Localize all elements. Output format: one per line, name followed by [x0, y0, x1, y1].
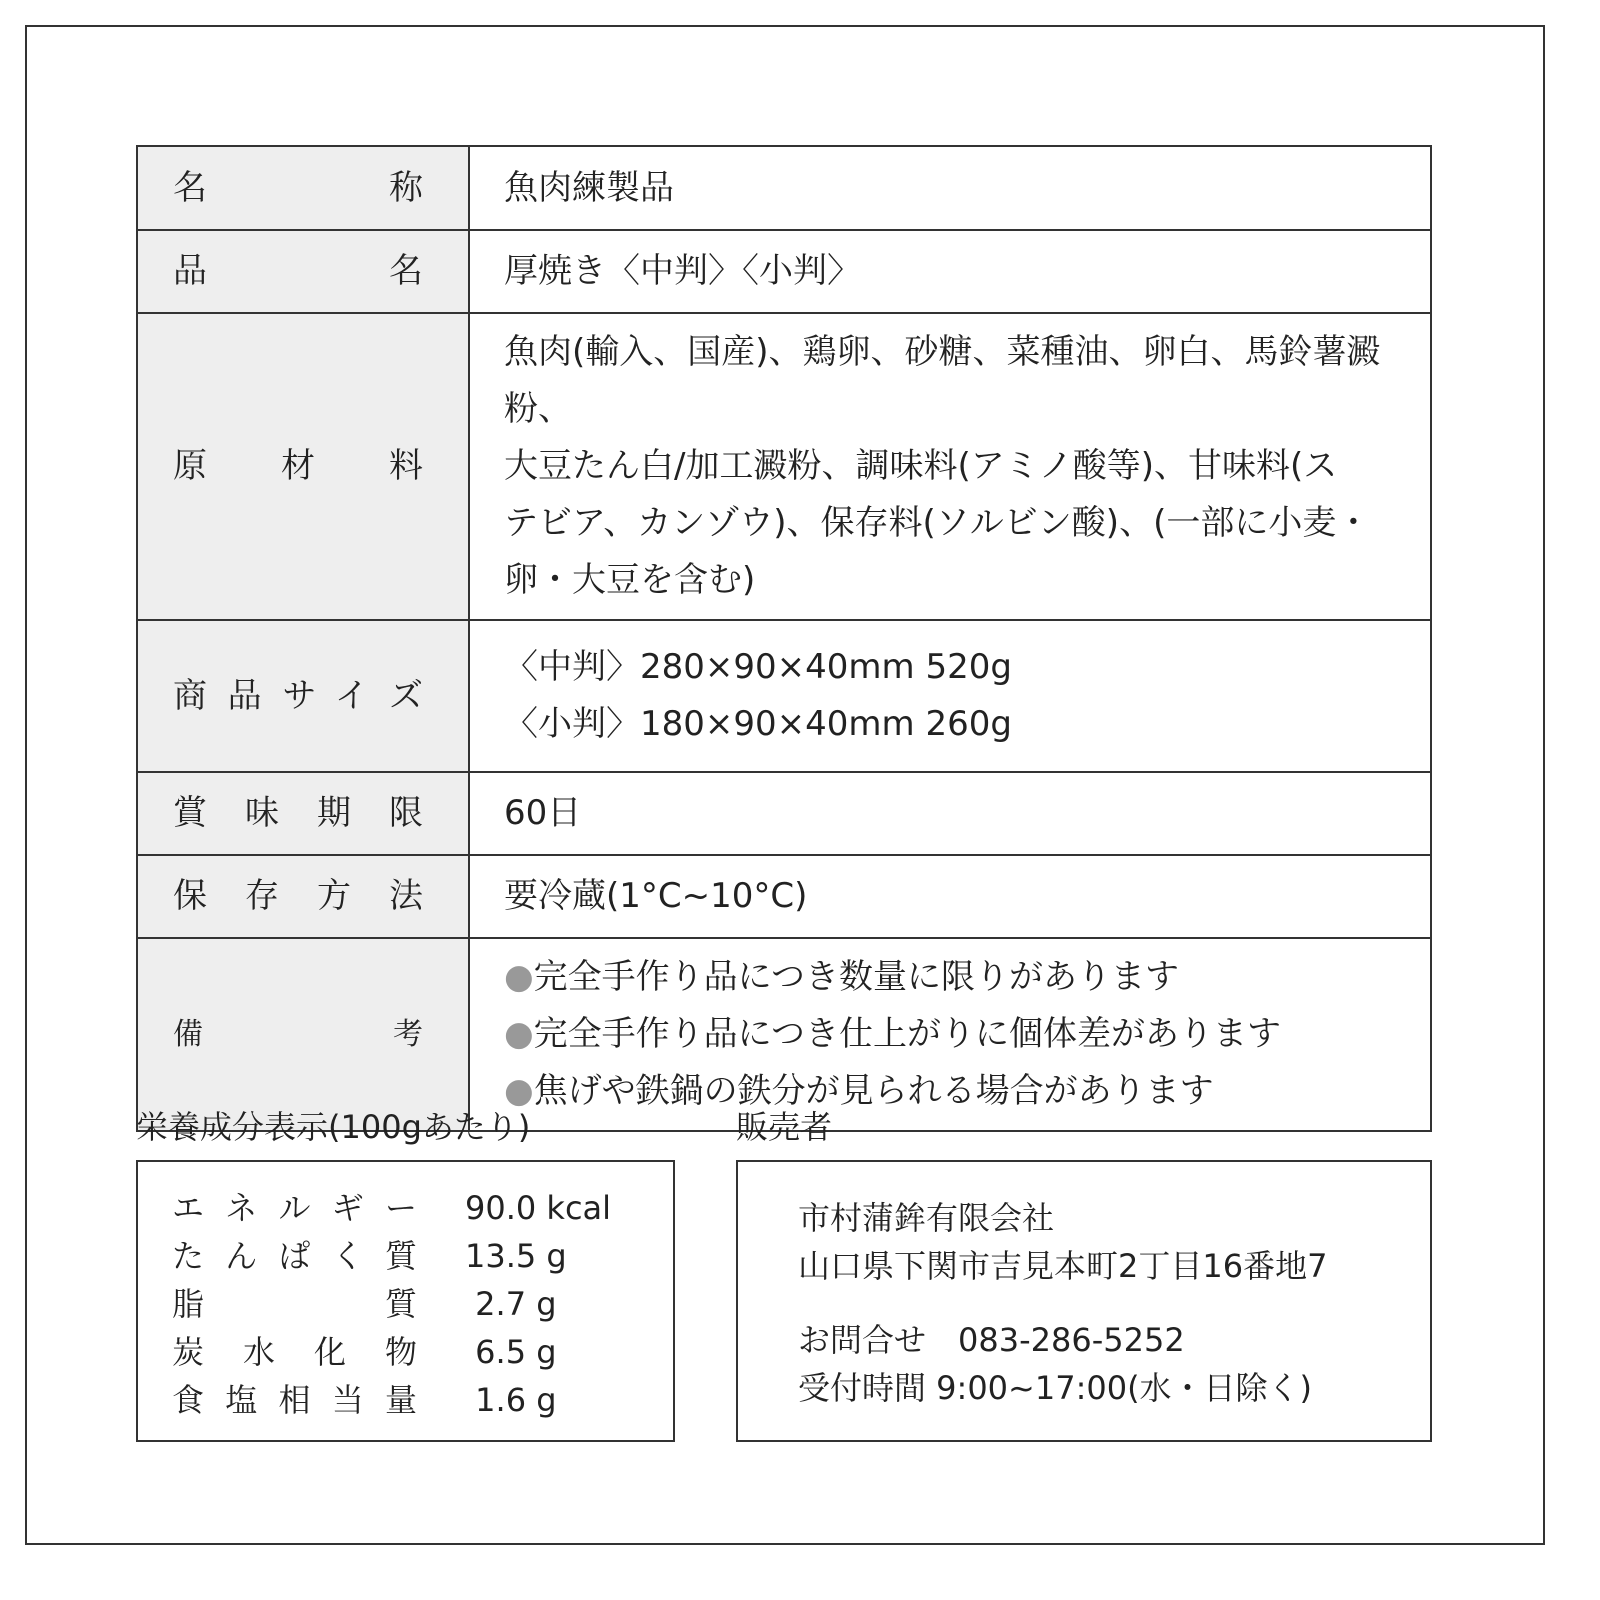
- product-info-table: [136, 145, 1432, 1132]
- value-text: 要冷蔵(1°C~10°C): [504, 876, 808, 916]
- value-text: 60日: [504, 793, 582, 833]
- row-label: [137, 855, 469, 938]
- row-label: [137, 230, 469, 313]
- nutrition-row: [172, 1328, 673, 1376]
- nutrient-label: 脂質: [172, 1285, 417, 1323]
- row-label: [137, 772, 469, 855]
- value-text: 完全手作り品につき数量に限りがあります: [533, 957, 1179, 997]
- table-row: [137, 230, 1431, 313]
- row-label-text: 原材料: [173, 446, 423, 486]
- nutrition-row: [172, 1184, 673, 1232]
- value-text: 完全手作り品につき仕上がりに個体差があります: [533, 1014, 1281, 1054]
- table-row: [137, 313, 1431, 620]
- value-text: 卵・大豆を含む): [504, 560, 756, 600]
- row-label-text: 商品サイズ: [173, 675, 423, 716]
- value-line: [504, 495, 1410, 552]
- table-row: [137, 855, 1431, 938]
- nutrient-label: 食塩相当量: [172, 1381, 417, 1419]
- nutrient-label: エネルギー: [172, 1189, 417, 1227]
- value-line: [504, 785, 1410, 842]
- nutrient-value: 90.0 kcal: [465, 1189, 612, 1227]
- nutrition-title: 栄養成分表示(100gあたり): [136, 1108, 531, 1146]
- value-text: 魚肉(輸入、国産)、鶏卵、砂糖、菜種油、卵白、馬鈴薯澱粉、: [504, 332, 1381, 429]
- value-line: [504, 1063, 1410, 1120]
- value-text: 厚焼き〈中判〉〈小判〉: [504, 251, 861, 291]
- value-line: [504, 552, 1410, 609]
- table-row: [137, 620, 1431, 772]
- nutrition-row: [172, 1280, 673, 1328]
- value-line: [504, 438, 1410, 495]
- nutrition-box: [136, 1160, 675, 1442]
- nutrient-value: 13.5 g: [465, 1237, 567, 1275]
- seller-company: 市村蒲鉾有限会社: [798, 1199, 1055, 1237]
- row-label-text: 賞味期限: [173, 793, 423, 833]
- value-text: テビア、カンゾウ)、保存料(ソルビン酸)、(一部に小麦・: [504, 503, 1371, 543]
- value-text: 大豆たん白/加工澱粉、調味料(アミノ酸等)、甘味料(ス: [504, 446, 1338, 486]
- seller-title: 販売者: [736, 1108, 833, 1146]
- row-label-text: 保存方法: [173, 876, 423, 916]
- nutrition-row: [172, 1232, 673, 1280]
- row-value: [469, 230, 1431, 313]
- row-value: [469, 313, 1431, 620]
- value-line: [504, 1006, 1410, 1063]
- seller-hours: 受付時間 9:00~17:00(水・日除く): [798, 1369, 1313, 1407]
- value-text: 焦げや鉄鍋の鉄分が見られる場合があります: [533, 1071, 1214, 1111]
- value-line: [504, 696, 1410, 753]
- nutrient-value: 6.5 g: [465, 1333, 557, 1371]
- value-text: 魚肉練製品: [504, 167, 674, 208]
- seller-box: [736, 1160, 1432, 1442]
- nutrient-value: 1.6 g: [465, 1381, 557, 1419]
- row-label: [137, 313, 469, 620]
- row-label: [137, 146, 469, 230]
- row-label: [137, 620, 469, 772]
- row-label-text: 備考: [173, 1017, 423, 1052]
- row-value: [469, 855, 1431, 938]
- row-value: [469, 938, 1431, 1131]
- nutrient-value: 2.7 g: [465, 1285, 557, 1323]
- value-text: 〈中判〉280×90×40mm 520g: [504, 647, 1012, 687]
- value-line: [504, 160, 1410, 217]
- nutrient-label: たんぱく質: [172, 1237, 417, 1275]
- seller-address: 山口県下関市吉見本町2丁目16番地7: [798, 1247, 1328, 1285]
- value-line: [504, 243, 1410, 300]
- nutrient-label: 炭水化物: [172, 1333, 417, 1371]
- value-line: [504, 324, 1410, 438]
- value-text: 〈小判〉180×90×40mm 260g: [504, 704, 1012, 744]
- bullet-icon: ●: [504, 957, 534, 997]
- row-value: [469, 620, 1431, 772]
- row-value: [469, 146, 1431, 230]
- row-label-text: 品名: [173, 251, 423, 291]
- seller-contact: お問合せ 083-286-5252: [798, 1321, 1185, 1359]
- value-line: [504, 639, 1410, 696]
- row-label-text: 名称: [173, 167, 423, 208]
- table-row: [137, 146, 1431, 230]
- bullet-icon: ●: [504, 1071, 534, 1111]
- bullet-icon: ●: [504, 1014, 534, 1054]
- nutrition-row: [172, 1376, 673, 1424]
- row-value: [469, 772, 1431, 855]
- value-line: [504, 868, 1410, 925]
- table-row: [137, 772, 1431, 855]
- value-line: [504, 949, 1410, 1006]
